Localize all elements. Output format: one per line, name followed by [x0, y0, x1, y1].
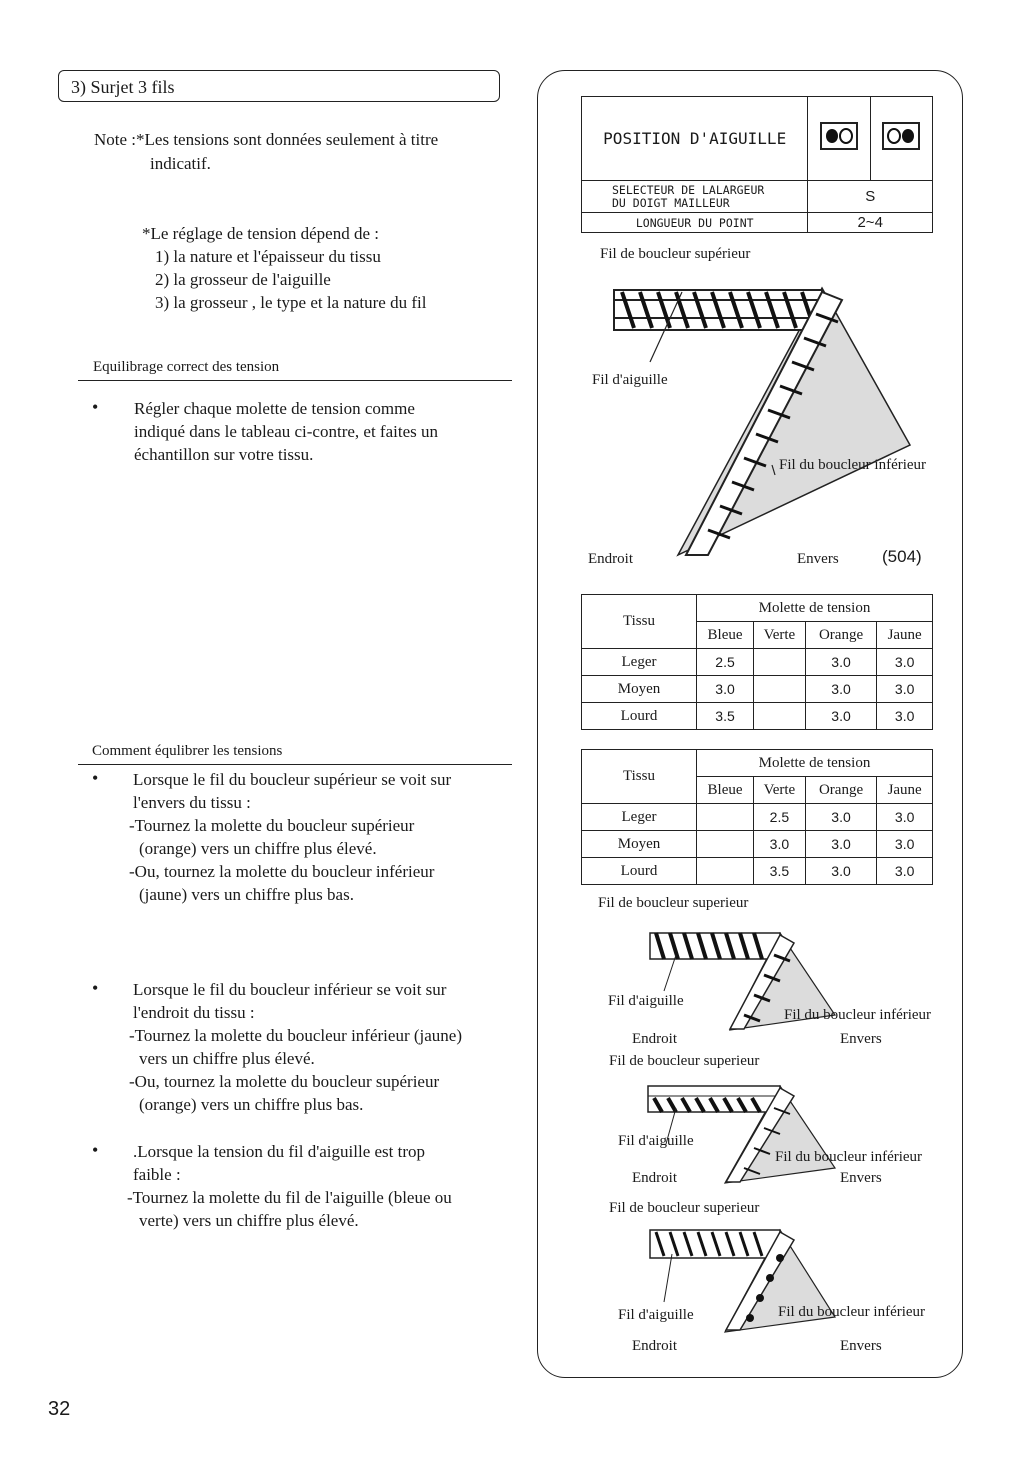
upper-looper-label: Fil de boucleur superieur [609, 1053, 760, 1069]
stitch-value: 2~4 [808, 213, 933, 233]
needle-thread-label: Fil d'aiguille [618, 1307, 694, 1323]
selector-value: S [808, 181, 933, 213]
tension-table-2 [581, 749, 933, 885]
right-side-label: Endroit [632, 1031, 677, 1047]
note-line-2: indicatif. [150, 154, 211, 173]
howto-bullet-1: Lorsque le fil du boucleur supérieur se voit sur l'envers du tissu : -Tournez la molette du boucleur supérieur (orange) vers un chiffre plus élevé. -Ou, tournez la molette du boucleur inférieur (jaune) vers un chiffre plus bas. [129, 770, 452, 904]
needle-right-icon [870, 97, 932, 181]
table-row: Leger 2.5 3.0 3.0 [582, 804, 933, 831]
lower-looper-label: Fil du boucleur inférieur [784, 1007, 932, 1023]
howto-heading: Comment équlibrer les tensions [92, 743, 283, 759]
col-jaune: Jaune [877, 622, 933, 649]
bullet-icon: • [92, 768, 99, 788]
note-depends: *Le réglage de tension dépend de : [142, 224, 379, 243]
table-row: Moyen 3.0 3.0 3.0 [582, 676, 933, 703]
col-verte: Verte [754, 622, 806, 649]
right-side-label: Endroit [632, 1170, 677, 1186]
bullet-icon: • [92, 1140, 99, 1160]
note-line-1: Note :*Les tensions sont données seulement à titre [94, 130, 439, 149]
col-orange: Orange [805, 622, 877, 649]
right-side-label: Endroit [632, 1338, 677, 1354]
table-row: Lourd 3.5 3.0 3.0 [582, 858, 933, 885]
section-title: 3) Surjet 3 fils [58, 70, 500, 102]
note-item-2: 2) la grosseur de l'aiguille [155, 270, 331, 289]
lower-looper-label: Fil du boucleur inférieur [778, 1304, 926, 1320]
wrong-side-label: Envers [840, 1170, 882, 1186]
balance-rule [78, 380, 512, 381]
note-item-3: 3) la grosseur , le type et la nature du fil [155, 293, 427, 312]
howto-rule [78, 764, 512, 765]
col-orange: Orange [805, 777, 877, 804]
needle-thread-label: Fil d'aiguille [618, 1133, 694, 1149]
bullet-icon: • [92, 397, 99, 417]
tension-group-header: Molette de tension [697, 595, 933, 622]
balance-text: Régler chaque molette de tension comme indiqué dans le tableau ci-contre, et faites un échantillon sur votre tissu. [134, 399, 438, 464]
howto-bullet-2: Lorsque le fil du boucleur inférieur se voit sur l'endroit du tissu : -Tournez la molette du boucleur inférieur (jaune) vers un chiffre plus élevé. -Ou, tournez la molette du boucleur supérieur (orange) vers un chiffre plus bas. [129, 980, 462, 1114]
lower-looper-label: Fil du boucleur inférieur [779, 457, 927, 473]
upper-looper-label: Fil de boucleur superieur [609, 1200, 760, 1216]
col-bleue: Bleue [697, 777, 754, 804]
upper-looper-label: Fil de boucleur superieur [598, 895, 749, 911]
lower-looper-label: Fil du boucleur inférieur [775, 1149, 923, 1165]
overlock-stitch-diagram [590, 270, 950, 560]
position-label: POSITION D'AIGUILLE [582, 97, 808, 181]
wrong-side-label: Envers [840, 1031, 882, 1047]
table-row: Moyen 3.0 3.0 3.0 [582, 831, 933, 858]
bullet-icon: • [92, 978, 99, 998]
tension-group-header: Molette de tension [697, 750, 933, 777]
wrong-side-label: Envers [797, 551, 839, 567]
needle-left-icon [808, 97, 870, 181]
tension-table-1 [581, 594, 933, 730]
upper-looper-label: Fil de boucleur supérieur [600, 246, 751, 262]
table-row: Leger 2.5 3.0 3.0 [582, 649, 933, 676]
tissu-header: Tissu [582, 595, 697, 649]
col-verte: Verte [754, 777, 806, 804]
settings-table [581, 96, 933, 233]
col-jaune: Jaune [877, 777, 933, 804]
selector-label: SELECTEUR DE LALARGEUR DU DOIGT MAILLEUR [582, 181, 808, 213]
howto-bullet-3: .Lorsque la tension du fil d'aiguille est trop faible : -Tournez la molette du fil de l'aiguille (bleue ou verte) vers un chiffre plus élevé. [127, 1142, 452, 1230]
page-number: 32 [48, 1398, 71, 1420]
needle-thread-label: Fil d'aiguille [592, 372, 668, 388]
wrong-side-label: Envers [840, 1338, 882, 1354]
stitch-label: LONGUEUR DU POINT [582, 213, 808, 233]
col-bleue: Bleue [697, 622, 754, 649]
right-side-label: Endroit [588, 551, 633, 567]
stitch-code: (504) [882, 547, 922, 566]
needle-thread-label: Fil d'aiguille [608, 993, 684, 1009]
table-row: Lourd 3.5 3.0 3.0 [582, 703, 933, 730]
tissu-header: Tissu [582, 750, 697, 804]
note-item-1: 1) la nature et l'épaisseur du tissu [155, 247, 381, 266]
balance-heading: Equilibrage correct des tension [93, 359, 280, 375]
